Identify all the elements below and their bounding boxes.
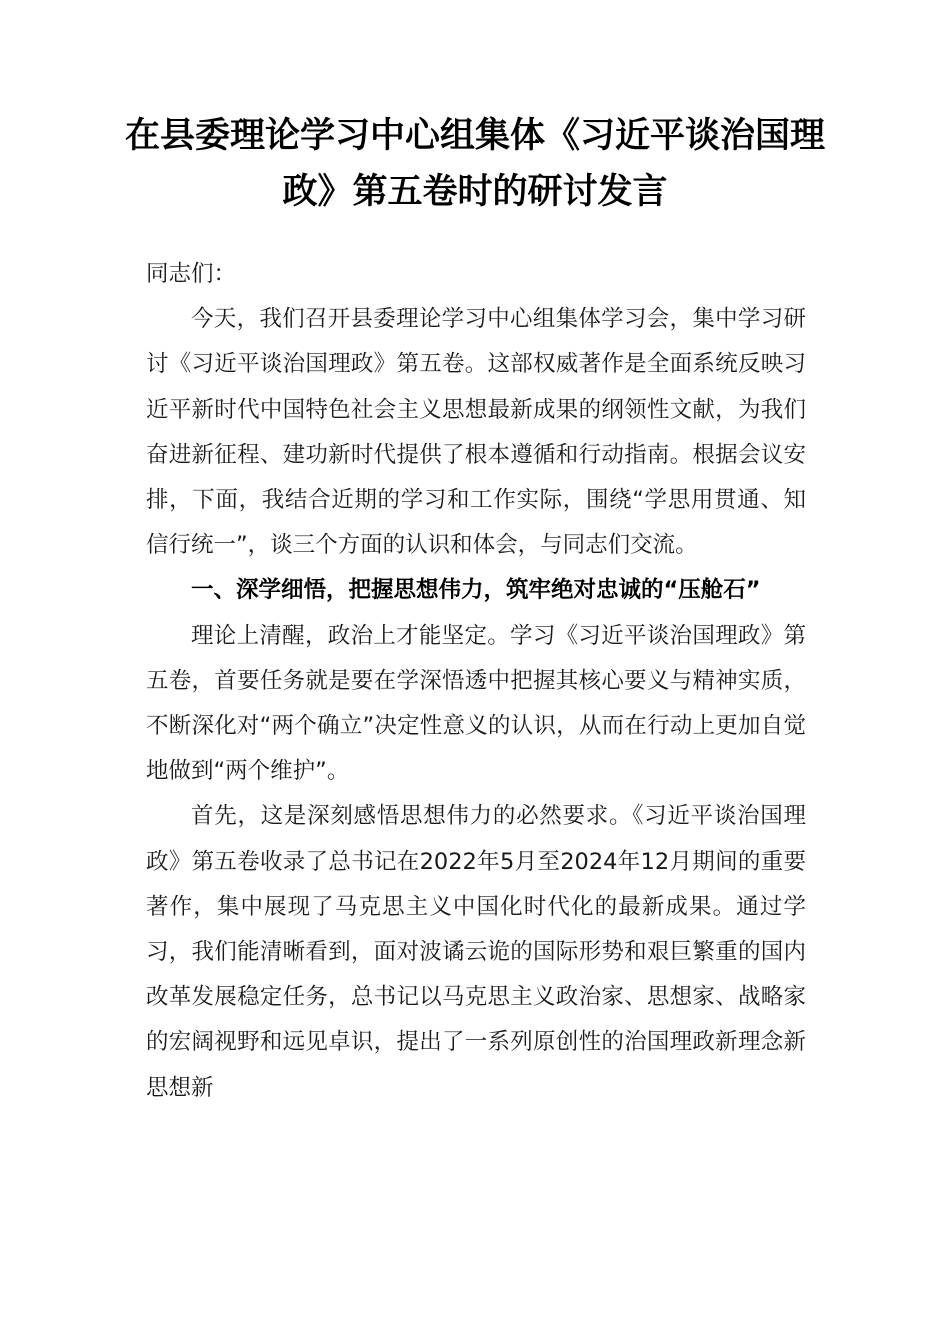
paragraph-section-1-first: 首先，这是深刻感悟思想伟力的必然要求。《习近平谈治国理政》第五卷收录了总书记在2022年5月至2024年12月期间的重要著作，集中展现了马克思主义中国化时代化的最新成果。通过学习，我们能清晰看到，面对波谲云诡的国际形势和艰巨繁重的国内改革发展稳定任务，总书记以马克思主义政治家、思想家、战略家的宏阔视野和远见卓识，提出了一系列原创性的治国理政新理念新思想新 bbox=[146, 803, 806, 1101]
paragraph-intro: 今天，我们召开县委理论学习中心组集体学习会，集中学习研讨《习近平谈治国理政》第五卷。这部权威著作是全面系统反映习近平新时代中国特色社会主义思想最新成果的纲领性文献，为我们奋进新征程、建功新时代提供了根本遵循和行动指南。根据会议安排，下面，我结合近期的学习和工作实际，围绕“学思用贯通、知信行统一”，谈三个方面的认识和体会，与同志们交流。 bbox=[146, 306, 806, 559]
paragraph-section-1-intro: 理论上清醒，政治上才能坚定。学习《习近平谈治国理政》第五卷，首要任务就是要在学深悟透中把握其核心要义与精神实质，不断深化对“两个确立”决定性意义的认识，从而在行动上更加自觉地做到“两个维护”。 bbox=[146, 622, 806, 785]
greeting: 同志们： bbox=[146, 261, 237, 287]
document-title: 在县委理论学习中心组集体《习近平谈治国理政》第五卷时的研讨发言 bbox=[124, 115, 825, 212]
section-heading-1: 一、深学细悟，把握思想伟力，筑牢绝对忠诚的“压舱石” bbox=[191, 577, 761, 604]
document-body bbox=[146, 252, 806, 1111]
